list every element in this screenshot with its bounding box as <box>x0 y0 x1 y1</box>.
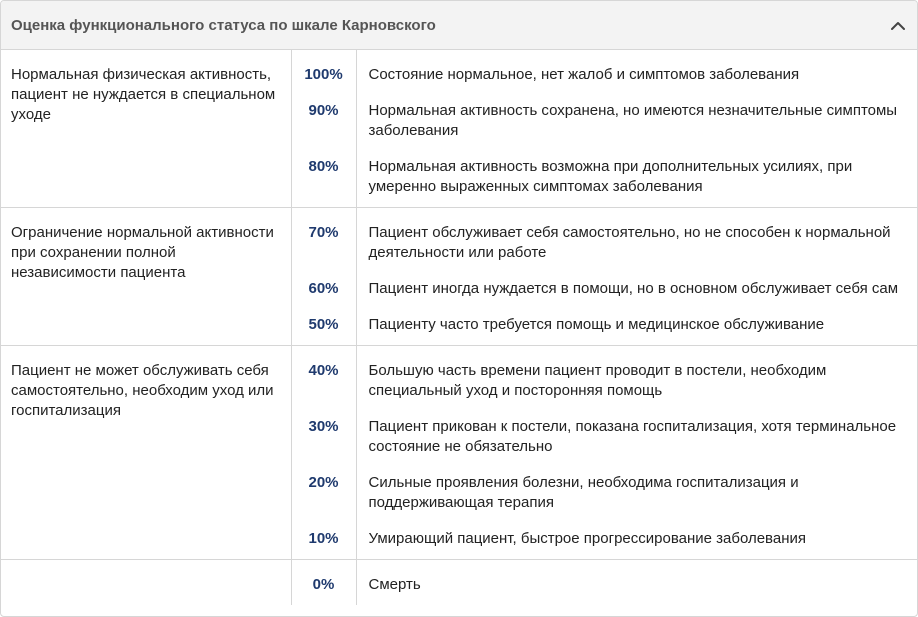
percent-column <box>291 50 356 208</box>
percent-value: 90% <box>308 102 339 119</box>
criteria-text: Пациент обслуживает себя самостоятельно, но не способен к нормальной деятельности или работе <box>368 224 891 261</box>
percent-value: 0% <box>312 576 335 593</box>
spacer <box>369 263 906 279</box>
percent-column <box>291 346 356 560</box>
group-description <box>1 560 291 606</box>
group-description: Ограничение нормальной активности при сохранении полной независимости пациента <box>1 208 291 346</box>
table-row <box>1 208 917 346</box>
criteria-text: Нормальная активность сохранена, но имеются незначительные симптомы заболевания <box>368 102 898 139</box>
spacer <box>369 401 906 417</box>
spacer <box>369 141 906 157</box>
spacer <box>292 401 356 417</box>
criteria-text: Умирающий пациент, быстрое прогрессирование заболевания <box>368 530 806 547</box>
panel-title: Оценка функционального статуса по шкале Карновского <box>11 16 436 34</box>
criteria-text: Пациент иногда нуждается в помощи, но в основном обслуживает себя сам <box>368 280 899 297</box>
spacer <box>369 457 906 473</box>
criteria-column <box>356 346 917 560</box>
percent-value: 50% <box>308 316 339 333</box>
criteria-column <box>356 50 917 208</box>
percent-value: 80% <box>308 158 339 175</box>
criteria-text: Большую часть времени пациент проводит в постели, необходим специальный уход и посторонняя помощь <box>368 362 827 399</box>
spacer <box>292 299 356 315</box>
criteria-text: Состояние нормальное, нет жалоб и симптомов заболевания <box>368 66 800 83</box>
percent-column <box>291 208 356 346</box>
percent-value: 40% <box>308 362 339 379</box>
spacer <box>292 141 356 157</box>
criteria-column <box>356 560 917 606</box>
group-description: Пациент не может обслуживать себя самостоятельно, необходим уход или госпитализация <box>1 346 291 560</box>
spacer <box>292 85 356 101</box>
spacer <box>369 299 906 315</box>
percent-value: 10% <box>308 530 339 547</box>
criteria-column <box>356 208 917 346</box>
table-row <box>1 560 917 606</box>
karnofsky-table <box>1 50 917 605</box>
table-row <box>1 50 917 208</box>
criteria-text: Сильные проявления болезни, необходима госпитализация и поддерживающая терапия <box>368 474 799 511</box>
percent-column <box>291 560 356 606</box>
group-description: Нормальная физическая активность, пациент не нуждается в специальном уходе <box>1 50 291 208</box>
spacer <box>369 85 906 101</box>
spacer <box>292 513 356 529</box>
percent-value: 30% <box>308 418 339 435</box>
criteria-text: Нормальная активность возможна при дополнительных усилиях, при умеренно выраженных симптомах заболевания <box>368 158 853 195</box>
spacer <box>292 457 356 473</box>
spacer <box>369 513 906 529</box>
chevron-up-icon[interactable] <box>889 16 907 34</box>
criteria-text: Пациенту часто требуется помощь и медицинское обслуживание <box>368 316 825 333</box>
percent-value: 20% <box>308 474 339 491</box>
panel-header[interactable] <box>1 1 917 50</box>
percent-value: 70% <box>308 224 339 241</box>
percent-value: 100% <box>304 66 343 83</box>
spacer <box>292 263 356 279</box>
criteria-text: Смерть <box>368 576 421 593</box>
table-row <box>1 346 917 560</box>
percent-value: 60% <box>308 280 339 297</box>
criteria-text: Пациент прикован к постели, показана госпитализация, хотя терминальное состояние не обязательно <box>368 418 897 455</box>
